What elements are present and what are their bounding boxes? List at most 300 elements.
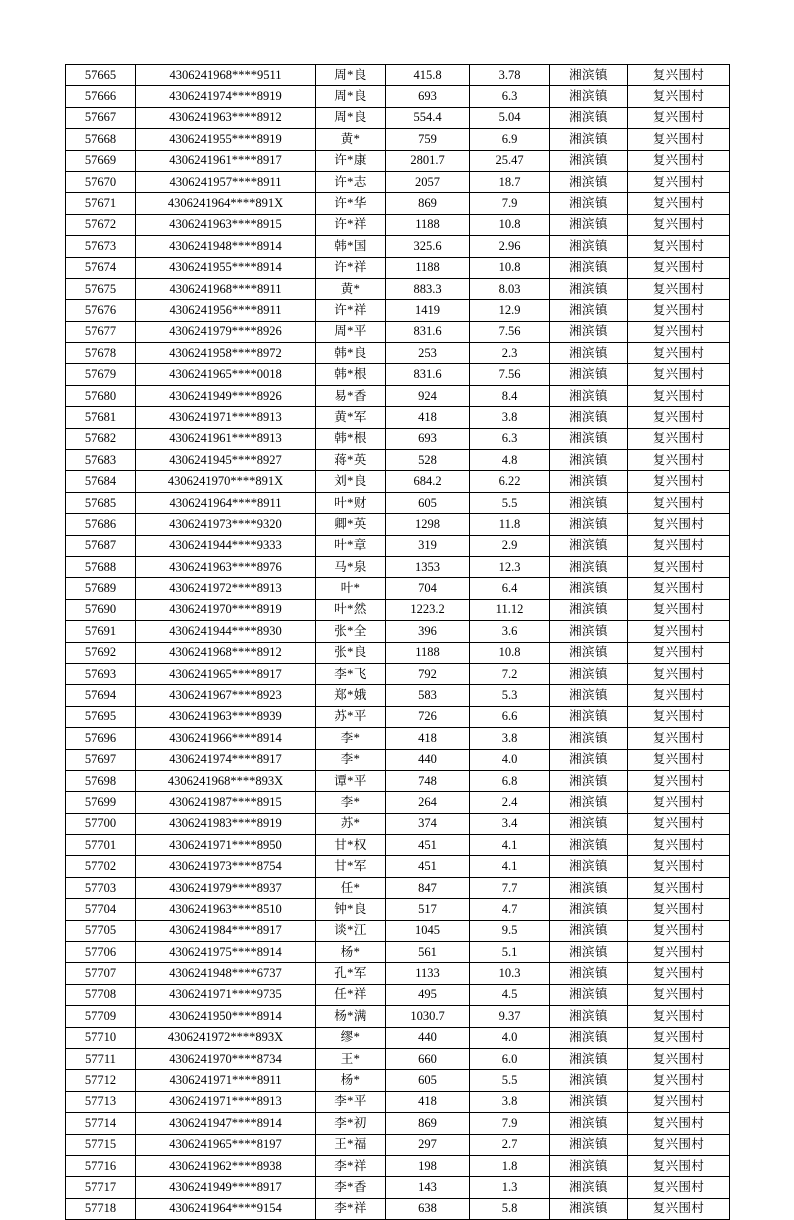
cell-serial: 57706 (66, 942, 136, 963)
cell-fee: 1.3 (470, 1177, 550, 1198)
cell-id-number: 4306241968****9511 (136, 65, 316, 86)
cell-serial: 57675 (66, 278, 136, 299)
table-row (66, 150, 730, 171)
cell-village: 复兴围村 (628, 642, 730, 663)
cell-town: 湘滨镇 (550, 171, 628, 192)
cell-id-number: 4306241958****8972 (136, 343, 316, 364)
table-row (66, 1091, 730, 1112)
cell-id-number: 4306241955****8914 (136, 257, 316, 278)
cell-id-number: 4306241974****8919 (136, 86, 316, 107)
cell-id-number: 4306241965****8197 (136, 1134, 316, 1155)
cell-town: 湘滨镇 (550, 1048, 628, 1069)
cell-amount: 253 (386, 343, 470, 364)
cell-serial: 57672 (66, 214, 136, 235)
cell-town: 湘滨镇 (550, 535, 628, 556)
cell-serial: 57710 (66, 1027, 136, 1048)
cell-fee: 7.56 (470, 321, 550, 342)
cell-town: 湘滨镇 (550, 813, 628, 834)
cell-village: 复兴围村 (628, 1155, 730, 1176)
cell-name: 许*祥 (316, 257, 386, 278)
cell-town: 湘滨镇 (550, 193, 628, 214)
cell-amount: 684.2 (386, 471, 470, 492)
cell-village: 复兴围村 (628, 856, 730, 877)
table-row (66, 492, 730, 513)
cell-serial: 57677 (66, 321, 136, 342)
table-row (66, 749, 730, 770)
cell-village: 复兴围村 (628, 1177, 730, 1198)
cell-name: 刘*良 (316, 471, 386, 492)
cell-name: 李* (316, 749, 386, 770)
cell-village: 复兴围村 (628, 321, 730, 342)
cell-village: 复兴围村 (628, 1006, 730, 1027)
cell-id-number: 4306241955****8919 (136, 129, 316, 150)
cell-amount: 792 (386, 663, 470, 684)
cell-serial: 57681 (66, 407, 136, 428)
cell-fee: 3.4 (470, 813, 550, 834)
table-row (66, 65, 730, 86)
cell-amount: 319 (386, 535, 470, 556)
cell-name: 周*平 (316, 321, 386, 342)
cell-id-number: 4306241972****893X (136, 1027, 316, 1048)
table-row (66, 856, 730, 877)
cell-name: 苏*平 (316, 706, 386, 727)
cell-serial: 57678 (66, 343, 136, 364)
cell-id-number: 4306241968****8912 (136, 642, 316, 663)
cell-fee: 5.5 (470, 1070, 550, 1091)
cell-id-number: 4306241964****8911 (136, 492, 316, 513)
cell-name: 周*良 (316, 65, 386, 86)
cell-fee: 2.96 (470, 236, 550, 257)
cell-name: 蒋*英 (316, 450, 386, 471)
cell-fee: 11.12 (470, 599, 550, 620)
cell-fee: 4.0 (470, 1027, 550, 1048)
cell-name: 谈*江 (316, 920, 386, 941)
cell-amount: 396 (386, 621, 470, 642)
cell-amount: 726 (386, 706, 470, 727)
table-row (66, 1006, 730, 1027)
cell-name: 易*香 (316, 385, 386, 406)
cell-fee: 25.47 (470, 150, 550, 171)
cell-fee: 4.1 (470, 856, 550, 877)
cell-town: 湘滨镇 (550, 984, 628, 1005)
table-row (66, 257, 730, 278)
cell-village: 复兴围村 (628, 942, 730, 963)
cell-amount: 561 (386, 942, 470, 963)
cell-town: 湘滨镇 (550, 514, 628, 535)
cell-fee: 4.5 (470, 984, 550, 1005)
cell-fee: 8.4 (470, 385, 550, 406)
cell-serial: 57716 (66, 1155, 136, 1176)
cell-town: 湘滨镇 (550, 407, 628, 428)
cell-serial: 57683 (66, 450, 136, 471)
cell-fee: 5.8 (470, 1198, 550, 1219)
cell-id-number: 4306241962****8938 (136, 1155, 316, 1176)
cell-fee: 2.7 (470, 1134, 550, 1155)
cell-town: 湘滨镇 (550, 150, 628, 171)
cell-name: 黄*军 (316, 407, 386, 428)
data-table (65, 64, 730, 1220)
cell-name: 周*良 (316, 86, 386, 107)
cell-id-number: 4306241968****893X (136, 770, 316, 791)
cell-fee: 6.0 (470, 1048, 550, 1069)
cell-village: 复兴围村 (628, 728, 730, 749)
cell-id-number: 4306241961****8913 (136, 428, 316, 449)
cell-fee: 4.7 (470, 899, 550, 920)
table-row (66, 685, 730, 706)
cell-amount: 297 (386, 1134, 470, 1155)
cell-village: 复兴围村 (628, 556, 730, 577)
table-row (66, 706, 730, 727)
cell-amount: 418 (386, 407, 470, 428)
cell-amount: 1298 (386, 514, 470, 535)
cell-town: 湘滨镇 (550, 942, 628, 963)
cell-serial: 57671 (66, 193, 136, 214)
cell-id-number: 4306241973****8754 (136, 856, 316, 877)
cell-amount: 583 (386, 685, 470, 706)
cell-town: 湘滨镇 (550, 642, 628, 663)
table-row (66, 107, 730, 128)
cell-town: 湘滨镇 (550, 257, 628, 278)
cell-fee: 9.37 (470, 1006, 550, 1027)
cell-serial: 57714 (66, 1113, 136, 1134)
cell-name: 杨* (316, 1070, 386, 1091)
cell-village: 复兴围村 (628, 984, 730, 1005)
cell-village: 复兴围村 (628, 599, 730, 620)
cell-fee: 3.6 (470, 621, 550, 642)
cell-serial: 57682 (66, 428, 136, 449)
cell-fee: 6.9 (470, 129, 550, 150)
cell-village: 复兴围村 (628, 65, 730, 86)
cell-fee: 2.9 (470, 535, 550, 556)
cell-serial: 57711 (66, 1048, 136, 1069)
cell-amount: 660 (386, 1048, 470, 1069)
cell-town: 湘滨镇 (550, 792, 628, 813)
table-row (66, 1048, 730, 1069)
cell-town: 湘滨镇 (550, 663, 628, 684)
cell-id-number: 4306241944****9333 (136, 535, 316, 556)
cell-serial: 57679 (66, 364, 136, 385)
table-row (66, 321, 730, 342)
cell-town: 湘滨镇 (550, 1091, 628, 1112)
cell-village: 复兴围村 (628, 877, 730, 898)
cell-amount: 869 (386, 1113, 470, 1134)
table-row (66, 621, 730, 642)
cell-id-number: 4306241979****8937 (136, 877, 316, 898)
cell-village: 复兴围村 (628, 278, 730, 299)
cell-fee: 3.8 (470, 407, 550, 428)
cell-id-number: 4306241979****8926 (136, 321, 316, 342)
cell-name: 缪* (316, 1027, 386, 1048)
cell-village: 复兴围村 (628, 1134, 730, 1155)
cell-serial: 57685 (66, 492, 136, 513)
cell-name: 许*祥 (316, 300, 386, 321)
cell-id-number: 4306241971****8913 (136, 407, 316, 428)
table-row (66, 171, 730, 192)
cell-name: 叶*然 (316, 599, 386, 620)
table-row (66, 984, 730, 1005)
cell-id-number: 4306241948****8914 (136, 236, 316, 257)
cell-fee: 2.3 (470, 343, 550, 364)
cell-town: 湘滨镇 (550, 578, 628, 599)
cell-id-number: 4306241970****891X (136, 471, 316, 492)
table-row (66, 663, 730, 684)
cell-village: 复兴围村 (628, 813, 730, 834)
cell-serial: 57684 (66, 471, 136, 492)
cell-id-number: 4306241973****9320 (136, 514, 316, 535)
cell-amount: 1223.2 (386, 599, 470, 620)
cell-fee: 18.7 (470, 171, 550, 192)
cell-town: 湘滨镇 (550, 749, 628, 770)
cell-id-number: 4306241970****8734 (136, 1048, 316, 1069)
cell-serial: 57690 (66, 599, 136, 620)
table-row (66, 1113, 730, 1134)
cell-amount: 554.4 (386, 107, 470, 128)
cell-amount: 451 (386, 856, 470, 877)
cell-serial: 57674 (66, 257, 136, 278)
cell-serial: 57700 (66, 813, 136, 834)
cell-amount: 495 (386, 984, 470, 1005)
cell-name: 王* (316, 1048, 386, 1069)
cell-village: 复兴围村 (628, 749, 730, 770)
cell-village: 复兴围村 (628, 300, 730, 321)
cell-serial: 57665 (66, 65, 136, 86)
cell-serial: 57701 (66, 835, 136, 856)
cell-id-number: 4306241974****8917 (136, 749, 316, 770)
cell-town: 湘滨镇 (550, 278, 628, 299)
table-row (66, 1027, 730, 1048)
cell-id-number: 4306241987****8915 (136, 792, 316, 813)
table-row (66, 343, 730, 364)
cell-village: 复兴围村 (628, 514, 730, 535)
cell-amount: 831.6 (386, 321, 470, 342)
cell-town: 湘滨镇 (550, 107, 628, 128)
cell-village: 复兴围村 (628, 492, 730, 513)
cell-amount: 1419 (386, 300, 470, 321)
cell-name: 李* (316, 728, 386, 749)
cell-id-number: 4306241963****8915 (136, 214, 316, 235)
cell-name: 甘*权 (316, 835, 386, 856)
cell-village: 复兴围村 (628, 621, 730, 642)
cell-serial: 57699 (66, 792, 136, 813)
table-row (66, 642, 730, 663)
cell-id-number: 4306241971****9735 (136, 984, 316, 1005)
cell-town: 湘滨镇 (550, 450, 628, 471)
cell-fee: 4.0 (470, 749, 550, 770)
table-container (65, 64, 729, 1220)
cell-fee: 5.5 (470, 492, 550, 513)
cell-name: 李*飞 (316, 663, 386, 684)
cell-town: 湘滨镇 (550, 1006, 628, 1027)
cell-name: 张*全 (316, 621, 386, 642)
cell-fee: 12.9 (470, 300, 550, 321)
cell-id-number: 4306241964****891X (136, 193, 316, 214)
cell-town: 湘滨镇 (550, 1155, 628, 1176)
table-row (66, 835, 730, 856)
cell-amount: 2801.7 (386, 150, 470, 171)
cell-serial: 57697 (66, 749, 136, 770)
cell-id-number: 4306241967****8923 (136, 685, 316, 706)
cell-amount: 693 (386, 86, 470, 107)
cell-fee: 4.1 (470, 835, 550, 856)
cell-name: 李*初 (316, 1113, 386, 1134)
cell-fee: 7.2 (470, 663, 550, 684)
cell-fee: 3.8 (470, 1091, 550, 1112)
cell-village: 复兴围村 (628, 236, 730, 257)
table-row (66, 1155, 730, 1176)
cell-town: 湘滨镇 (550, 856, 628, 877)
cell-amount: 264 (386, 792, 470, 813)
cell-id-number: 4306241968****8911 (136, 278, 316, 299)
table-row (66, 599, 730, 620)
cell-village: 复兴围村 (628, 150, 730, 171)
cell-serial: 57666 (66, 86, 136, 107)
cell-town: 湘滨镇 (550, 1198, 628, 1219)
table-row (66, 942, 730, 963)
cell-fee: 7.7 (470, 877, 550, 898)
table-row (66, 364, 730, 385)
table-row (66, 86, 730, 107)
cell-id-number: 4306241964****9154 (136, 1198, 316, 1219)
cell-id-number: 4306241956****8911 (136, 300, 316, 321)
table-row (66, 300, 730, 321)
cell-serial: 57708 (66, 984, 136, 1005)
cell-name: 钟*良 (316, 899, 386, 920)
cell-serial: 57686 (66, 514, 136, 535)
cell-name: 郑*娥 (316, 685, 386, 706)
cell-amount: 1188 (386, 642, 470, 663)
table-row (66, 963, 730, 984)
cell-name: 苏* (316, 813, 386, 834)
cell-name: 杨*满 (316, 1006, 386, 1027)
cell-serial: 57676 (66, 300, 136, 321)
table-row (66, 792, 730, 813)
cell-town: 湘滨镇 (550, 835, 628, 856)
cell-amount: 704 (386, 578, 470, 599)
cell-serial: 57688 (66, 556, 136, 577)
table-row (66, 728, 730, 749)
cell-town: 湘滨镇 (550, 920, 628, 941)
cell-amount: 638 (386, 1198, 470, 1219)
cell-name: 李* (316, 792, 386, 813)
cell-town: 湘滨镇 (550, 706, 628, 727)
cell-village: 复兴围村 (628, 1027, 730, 1048)
cell-town: 湘滨镇 (550, 300, 628, 321)
cell-fee: 7.56 (470, 364, 550, 385)
cell-name: 孔*军 (316, 963, 386, 984)
cell-town: 湘滨镇 (550, 385, 628, 406)
cell-fee: 12.3 (470, 556, 550, 577)
cell-amount: 418 (386, 1091, 470, 1112)
cell-id-number: 4306241957****8911 (136, 171, 316, 192)
cell-town: 湘滨镇 (550, 685, 628, 706)
cell-id-number: 4306241950****8914 (136, 1006, 316, 1027)
cell-town: 湘滨镇 (550, 65, 628, 86)
cell-village: 复兴围村 (628, 1198, 730, 1219)
cell-village: 复兴围村 (628, 214, 730, 235)
cell-id-number: 4306241984****8917 (136, 920, 316, 941)
cell-serial: 57680 (66, 385, 136, 406)
table-row (66, 407, 730, 428)
cell-fee: 10.3 (470, 963, 550, 984)
cell-id-number: 4306241983****8919 (136, 813, 316, 834)
cell-id-number: 4306241963****8510 (136, 899, 316, 920)
cell-serial: 57689 (66, 578, 136, 599)
cell-town: 湘滨镇 (550, 492, 628, 513)
cell-serial: 57667 (66, 107, 136, 128)
cell-fee: 6.22 (470, 471, 550, 492)
cell-amount: 924 (386, 385, 470, 406)
cell-fee: 10.8 (470, 642, 550, 663)
cell-name: 李*香 (316, 1177, 386, 1198)
cell-fee: 6.6 (470, 706, 550, 727)
cell-village: 复兴围村 (628, 107, 730, 128)
cell-serial: 57713 (66, 1091, 136, 1112)
cell-fee: 6.3 (470, 428, 550, 449)
cell-town: 湘滨镇 (550, 899, 628, 920)
cell-name: 许*志 (316, 171, 386, 192)
cell-village: 复兴围村 (628, 450, 730, 471)
cell-amount: 418 (386, 728, 470, 749)
cell-name: 任* (316, 877, 386, 898)
cell-fee: 4.8 (470, 450, 550, 471)
cell-village: 复兴围村 (628, 770, 730, 791)
cell-village: 复兴围村 (628, 920, 730, 941)
cell-fee: 3.78 (470, 65, 550, 86)
cell-fee: 5.1 (470, 942, 550, 963)
cell-amount: 1133 (386, 963, 470, 984)
cell-amount: 143 (386, 1177, 470, 1198)
cell-town: 湘滨镇 (550, 1134, 628, 1155)
cell-amount: 605 (386, 1070, 470, 1091)
cell-village: 复兴围村 (628, 899, 730, 920)
cell-amount: 883.3 (386, 278, 470, 299)
cell-name: 张*良 (316, 642, 386, 663)
table-row (66, 278, 730, 299)
cell-serial: 57698 (66, 770, 136, 791)
cell-serial: 57669 (66, 150, 136, 171)
cell-id-number: 4306241971****8911 (136, 1070, 316, 1091)
cell-village: 复兴围村 (628, 835, 730, 856)
cell-serial: 57705 (66, 920, 136, 941)
cell-town: 湘滨镇 (550, 129, 628, 150)
cell-name: 许*祥 (316, 214, 386, 235)
table-row (66, 813, 730, 834)
cell-amount: 847 (386, 877, 470, 898)
cell-town: 湘滨镇 (550, 621, 628, 642)
cell-amount: 1353 (386, 556, 470, 577)
cell-town: 湘滨镇 (550, 343, 628, 364)
table-row (66, 450, 730, 471)
cell-town: 湘滨镇 (550, 471, 628, 492)
cell-serial: 57668 (66, 129, 136, 150)
cell-fee: 5.3 (470, 685, 550, 706)
cell-amount: 325.6 (386, 236, 470, 257)
cell-village: 复兴围村 (628, 1070, 730, 1091)
cell-village: 复兴围村 (628, 86, 730, 107)
cell-name: 许*华 (316, 193, 386, 214)
cell-name: 黄* (316, 129, 386, 150)
cell-id-number: 4306241948****6737 (136, 963, 316, 984)
table-row (66, 514, 730, 535)
cell-amount: 374 (386, 813, 470, 834)
cell-town: 湘滨镇 (550, 214, 628, 235)
cell-name: 杨* (316, 942, 386, 963)
table-row (66, 1198, 730, 1219)
cell-village: 复兴围村 (628, 171, 730, 192)
cell-village: 复兴围村 (628, 706, 730, 727)
cell-id-number: 4306241963****8976 (136, 556, 316, 577)
cell-village: 复兴围村 (628, 535, 730, 556)
